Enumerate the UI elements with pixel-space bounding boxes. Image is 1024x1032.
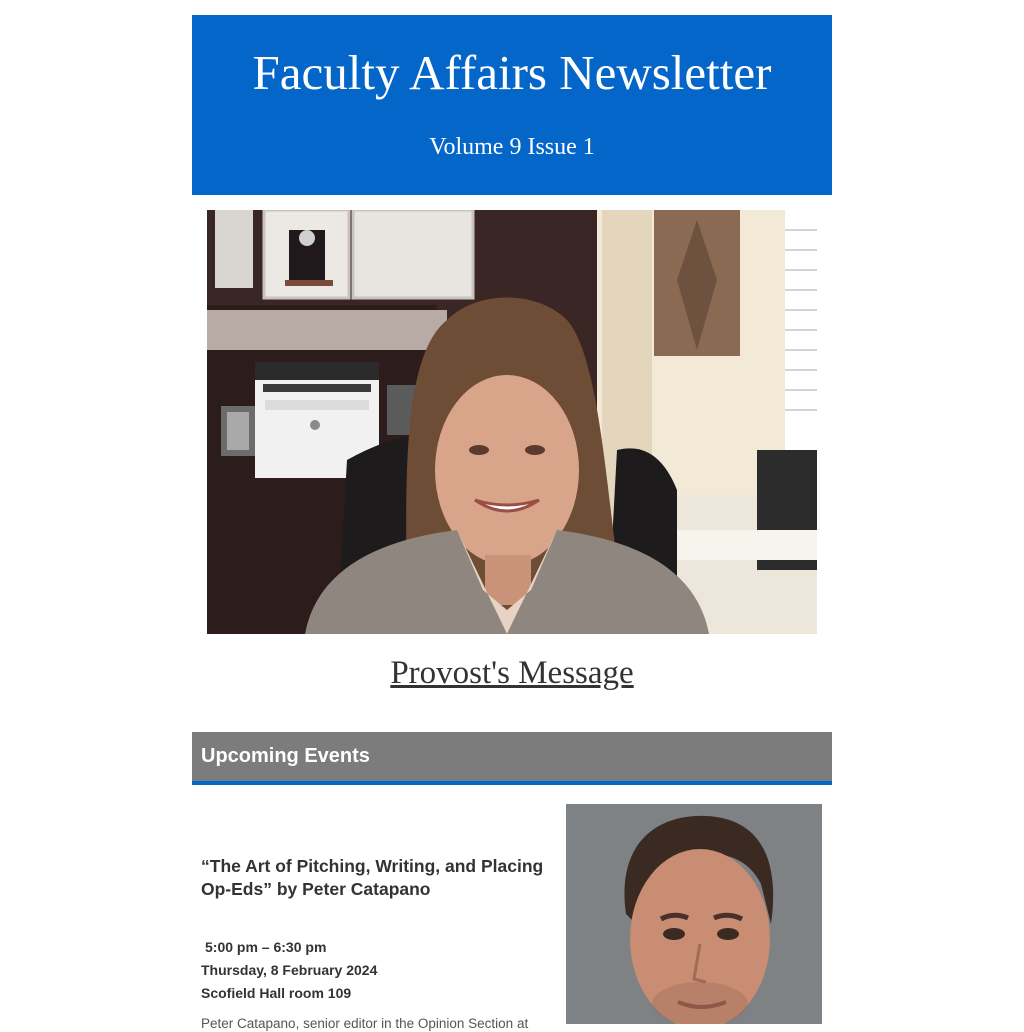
issue-label: Volume 9 Issue 1 — [429, 134, 595, 160]
provost-video-thumbnail[interactable] — [207, 210, 817, 634]
masthead — [192, 15, 832, 195]
speaker-photo — [566, 804, 822, 1024]
upcoming-events-header — [192, 732, 832, 785]
newsletter — [192, 15, 832, 1031]
section-heading: Upcoming Events — [201, 745, 370, 767]
event-time: 5:00 pm – 6:30 pm — [205, 939, 327, 955]
provost-message-link[interactable]: Provost's Message — [390, 655, 634, 691]
newsletter-title: Faculty Affairs Newsletter — [252, 45, 772, 100]
event-location: Scofield Hall room 109 — [201, 985, 352, 1001]
event-title[interactable]: “The Art of Pitching, Writing, and Placing Op-Eds” by Peter Catapano — [201, 856, 544, 899]
event-date: Thursday, 8 February 2024 — [201, 962, 378, 978]
event-description: Peter Catapano, senior editor in the Opinion Section at — [201, 1016, 529, 1031]
